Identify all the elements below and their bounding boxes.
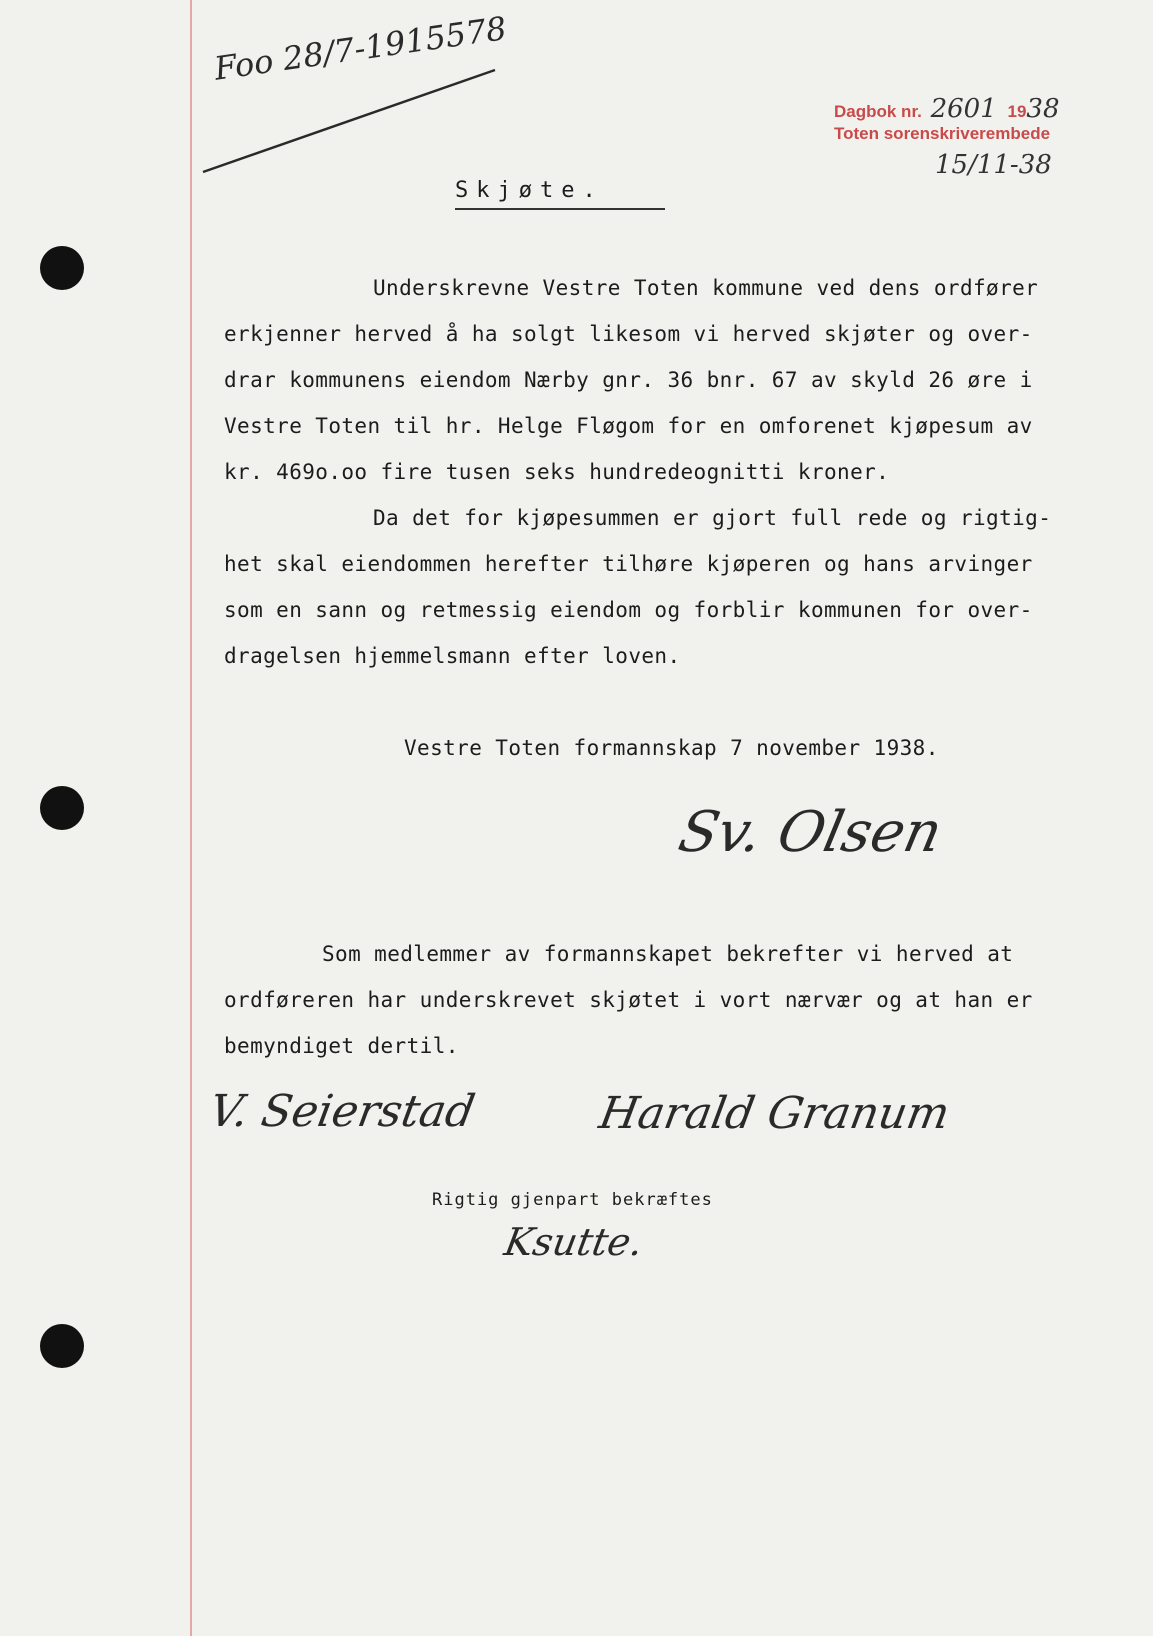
signature-chair: Sv. Olsen xyxy=(673,800,948,865)
punch-hole xyxy=(40,246,84,290)
document-title: Skjøte. xyxy=(455,178,604,203)
signature-member-1: V. Seierstad xyxy=(205,1086,479,1137)
handwritten-reference: Foo 28/7-1915578 xyxy=(212,9,509,88)
body-line: erkjenner herved å ha solgt likesom vi herved skjøter og over- xyxy=(224,322,1033,346)
place-date: Vestre Toten formannskap 7 november 1938. xyxy=(404,736,939,760)
title-underline xyxy=(455,208,665,210)
margin-line xyxy=(190,0,192,1636)
body-line: drar kommunens eiendom Nærby gnr. 36 bnr. 67 av skyld 26 øre i xyxy=(224,368,1033,392)
confirm-line: bemyndiget dertil. xyxy=(224,1034,459,1058)
body-line: Da det for kjøpesummen er gjort full rede og rigtig- xyxy=(373,506,1052,530)
body-line: Underskrevne Vestre Toten kommune ved dens ordfører xyxy=(373,276,1039,300)
journal-stamp-line1 xyxy=(834,94,1060,124)
body-line: het skal eiendommen herefter tilhøre kjøperen og hans arvinger xyxy=(224,552,1033,576)
copy-certified: Rigtig gjenpart bekræftes xyxy=(432,1190,713,1210)
punch-hole xyxy=(40,1324,84,1368)
punch-hole xyxy=(40,786,84,830)
stamp-date: 15/11-38 xyxy=(935,150,1052,180)
stamp-year: 38 xyxy=(1026,94,1060,124)
confirm-line: ordføreren har underskrevet skjøtet i vort nærvær og at han er xyxy=(224,988,1033,1012)
journal-stamp-line2: Toten sorenskriverembede xyxy=(834,124,1051,143)
stamp-number: 2601 xyxy=(930,94,997,124)
reference-underline xyxy=(195,60,515,180)
signature-member-2: Harald Granum xyxy=(595,1088,954,1139)
confirm-line: Som medlemmer av formannskapet bekrefter vi herved at xyxy=(322,942,1014,966)
body-line: kr. 469o.oo fire tusen seks hundredeognitti kroner. xyxy=(224,460,890,484)
body-line: som en sann og retmessig eiendom og forblir kommunen for over- xyxy=(224,598,1033,622)
body-line: Vestre Toten til hr. Helge Fløgom for en omforenet kjøpesum av xyxy=(224,414,1033,438)
signature-copy: Ksutte. xyxy=(501,1220,647,1264)
stamp-year-prefix: 19 xyxy=(1007,102,1027,121)
stamp-prefix: Dagbok nr. xyxy=(834,102,922,121)
body-line: dragelsen hjemmelsmann efter loven. xyxy=(224,644,681,668)
